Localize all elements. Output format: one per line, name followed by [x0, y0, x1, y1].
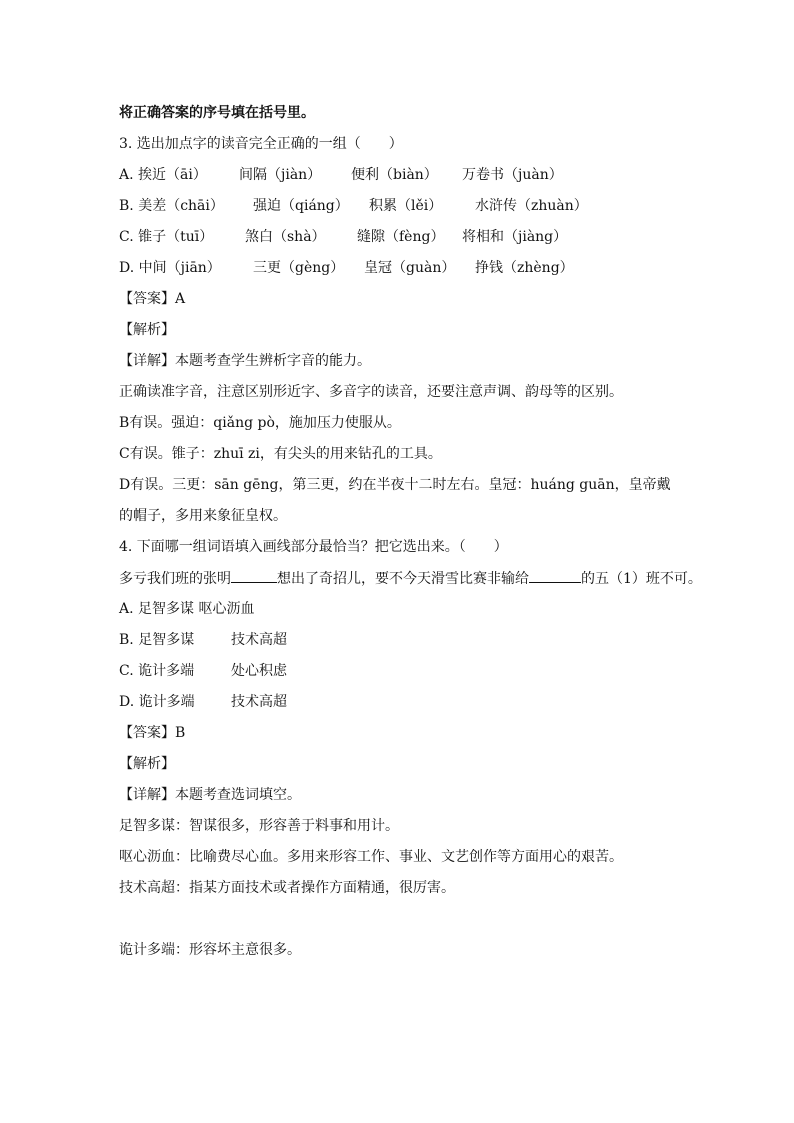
q4-paragraph-2: 呕心沥血：比喻费尽心血。多用来形容工作、事业、文艺创作等方面用心的艰苦。 [119, 849, 623, 865]
q3-option-d-2: 三更（gèng） [253, 260, 345, 276]
q3-paragraph-4: D有误。三更：sān gēng，第三更，约在半夜十二时左右。皇冠：huáng guān，皇帝戴的帽子，多用来象征皇权。 [119, 477, 671, 524]
q3-option-d-1: D. 中间（jiān） [119, 260, 221, 276]
q4-option-d-2: 技术高超 [231, 694, 287, 710]
q3-option-d-3: 皇冠（guàn） [364, 260, 456, 276]
q4-sentence-part-3: 的五（1）班不可。 [581, 571, 702, 587]
q4-blank-2 [529, 568, 581, 583]
q4-option-b-1: B. 足智多谋 [119, 632, 195, 648]
q3-option-a-3: 便利（biàn） [351, 167, 438, 183]
q4-sentence [119, 568, 702, 588]
q3-option-a-4: 万卷书（juàn） [462, 167, 563, 183]
q4-stem: 4. 下面哪一组词语填入画线部分最恰当？把它选出来。（ ） [119, 539, 508, 555]
q4-option-b-2: 技术高超 [231, 632, 287, 648]
q3-option-d-4: 挣钱（zhèng） [475, 260, 574, 276]
q3-analysis-heading: 【解析】 [119, 322, 175, 338]
q4-paragraph-4: 诡计多端：形容坏主意很多。 [119, 942, 301, 958]
q3-option-b-3: 积累（lěi） [369, 198, 443, 214]
q4-option-a-text: A. 足智多谋 呕心沥血 [119, 601, 255, 617]
q4-blank-1 [231, 568, 277, 583]
q3-paragraph-1: 正确读准字音，注意区别形近字、多音字的读音，还要注意声调、韵母等的区别。 [119, 384, 623, 400]
q3-option-a-2: 间隔（jiàn） [239, 167, 322, 183]
q4-answer: 【答案】B [119, 725, 186, 741]
q3-paragraph-3: C有误。锥子：zhuī zi，有尖头的用来钻孔的工具。 [119, 446, 442, 462]
q4-paragraph-3: 技术高超：指某方面技术或者操作方面精通，很厉害。 [119, 880, 455, 896]
q3-answer: 【答案】A [119, 291, 186, 307]
q3-detail: 【详解】本题考查学生辨析字音的能力。 [119, 353, 371, 369]
q3-option-c-1: C. 锥子（tuī） [119, 229, 214, 245]
instruction-text: 将正确答案的序号填在括号里。 [119, 105, 315, 121]
q4-option-d-1: D. 诡计多端 [119, 694, 195, 710]
q4-paragraph-1: 足智多谋：智谋很多，形容善于料事和用计。 [119, 818, 399, 834]
q3-option-c-2: 煞白（shà） [245, 229, 326, 245]
q4-detail: 【详解】本题考查选词填空。 [119, 787, 301, 803]
q4-sentence-part-2: 想出了奇招儿，要不今天滑雪比赛非输给 [277, 571, 529, 587]
q3-option-c-4: 将相和（jiàng） [462, 229, 568, 245]
q3-stem: 3. 选出加点字的读音完全正确的一组（ ） [119, 136, 403, 152]
q3-option-a-1: A. 挨近（āi） [119, 167, 207, 183]
q3-option-b-1: B. 美差（chāi） [119, 198, 224, 214]
q3-option-c-3: 缝隙（fèng） [357, 229, 445, 245]
q4-analysis-heading: 【解析】 [119, 756, 175, 772]
q4-option-c-2: 处心积虑 [231, 663, 287, 679]
q3-option-b-2: 强迫（qiáng） [253, 198, 349, 214]
q3-option-b-4: 水浒传（zhuàn） [475, 198, 588, 214]
q4-option-c-1: C. 诡计多端 [119, 663, 195, 679]
q4-sentence-part-1: 多亏我们班的张明 [119, 571, 231, 587]
q3-paragraph-2: B有误。强迫：qiǎng pò，施加压力使服从。 [119, 415, 401, 431]
